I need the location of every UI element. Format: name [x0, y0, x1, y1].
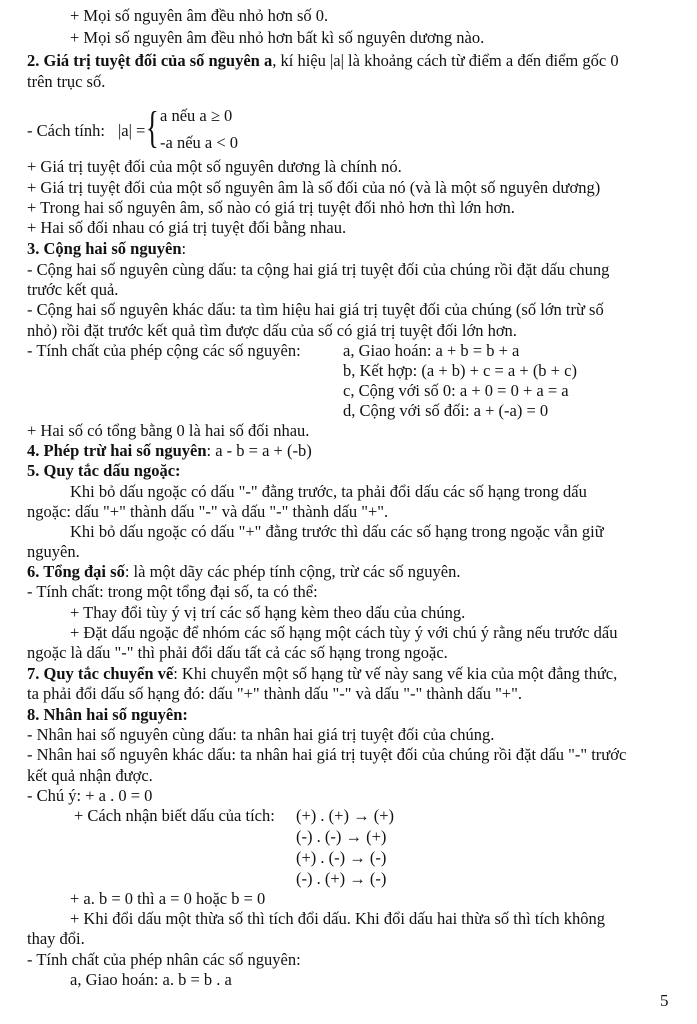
text-line: + Cách nhận biết dấu của tích: [74, 806, 275, 825]
formula-case: a nếu a ≥ 0 [160, 106, 233, 125]
section-4-title: 4. Phép trừ hai số nguyên: a - b = a + (-b) [27, 441, 312, 460]
sign-rule: (-) . (-) → (+) [296, 827, 387, 846]
sign-rule: (-) . (+) → (-) [296, 869, 387, 888]
text-line: trên trục số. [27, 72, 106, 91]
text-line: + Giá trị tuyệt đối của một số nguyên dương là chính nó. [27, 157, 402, 176]
abs-formula: |a| = [118, 121, 146, 140]
section-8-heading: 8. Nhân hai số nguyên: [27, 705, 188, 724]
text-line: + Trong hai số nguyên âm, số nào có giá trị tuyệt đối nhỏ hơn thì lớn hơn. [27, 198, 515, 217]
text-line: - Chú ý: + a . 0 = 0 [27, 786, 153, 805]
section-3-title: 3. Cộng hai số nguyên: [27, 239, 187, 258]
property-item: c, Cộng với số 0: a + 0 = 0 + a = a [343, 381, 569, 400]
text-line: + Khi đổi dấu một thừa số thì tích đổi dấu. Khi đổi dấu hai thừa số thì tích không [70, 909, 605, 928]
brace-symbol: { [146, 103, 159, 152]
text-line: thay đổi. [27, 929, 85, 948]
text-line: ngoặc là dấu "-" thì phải đổi dấu tất cả các số hạng trong ngoặc. [27, 643, 448, 662]
text-line: - Nhân hai số nguyên cùng dấu: ta nhân hai giá trị tuyệt đối của chúng. [27, 725, 495, 744]
property-item: b, Kết hợp: (a + b) + c = a + (b + c) [343, 361, 577, 380]
section-2-intro: 2. Giá trị tuyệt đối của số nguyên a, kí hiệu |a| là khoảng cách từ điểm a đến điểm gốc 0 [27, 51, 619, 70]
sign-rule: (+) . (-) → (-) [296, 848, 387, 867]
property-item: a, Giao hoán: a + b = b + a [343, 341, 520, 360]
section-2-heading: 2. Giá trị tuyệt đối của số nguyên a [27, 51, 273, 70]
section-6-heading: 6. Tổng đại số [27, 562, 125, 581]
text-line: kết quả nhận được. [27, 766, 153, 785]
text-line: + Hai số đối nhau có giá trị tuyệt đối bằng nhau. [27, 218, 347, 237]
sign-rule: (+) . (+) → (+) [296, 806, 395, 825]
text-line: - Cộng hai số nguyên khác dấu: ta tìm hiệu hai giá trị tuyệt đối của chúng (số lớn trừ số [27, 300, 604, 319]
page-number: 5 [660, 991, 669, 1010]
text-line: ta phải đổi dấu số hạng đó: dấu "+" thành dấu "-" và dấu "-" thành dấu "+". [27, 684, 522, 703]
text-line: + Giá trị tuyệt đối của một số nguyên âm là số đối của nó (và là một số nguyên dương) [27, 178, 601, 197]
section-3-heading: 3. Cộng hai số nguyên [27, 239, 182, 258]
section-4-heading: 4. Phép trừ hai số nguyên [27, 441, 207, 460]
text-line: + Mọi số nguyên âm đều nhỏ hơn số 0. [70, 6, 329, 25]
text-line: Khi bỏ dấu ngoặc có dấu "-" đằng trước, ta phải đổi dấu các số hạng trong dấu [70, 482, 587, 501]
text-line: - Tính chất của phép nhân các số nguyên: [27, 950, 301, 969]
section-7-heading: 7. Quy tắc chuyển vế [27, 664, 174, 683]
text-line: nguyên. [27, 542, 80, 561]
text-line: + Đặt dấu ngoặc để nhóm các số hạng một cách tùy ý với chú ý rằng nếu trước dấu [70, 623, 618, 642]
section-7-title: 7. Quy tắc chuyển vế: Khi chuyển một số hạng từ vế này sang vế kia của một đẳng thức, [27, 664, 618, 683]
text-line: a, Giao hoán: a. b = b . a [70, 970, 232, 989]
property-item: d, Cộng với số đối: a + (-a) = 0 [343, 401, 549, 420]
text-line: ngoặc: dấu "+" thành dấu "-" và dấu "-" thành dấu "+". [27, 502, 389, 521]
text-line: - Tính chất của phép cộng các số nguyên: [27, 341, 301, 360]
calc-label: - Cách tính: [27, 121, 105, 140]
text-line: - Cộng hai số nguyên cùng dấu: ta cộng hai giá trị tuyệt đối của chúng rồi đặt dấu chung [27, 260, 610, 279]
formula-case: -a nếu a < 0 [160, 133, 239, 152]
text-line: trước kết quả. [27, 280, 119, 299]
text-line: + Mọi số nguyên âm đều nhỏ hơn bất kì số nguyên dương nào. [70, 28, 485, 47]
text-line: nhỏ) rồi đặt trước kết quả tìm được dấu của số có giá trị tuyệt đối lớn hơn. [27, 321, 517, 340]
text-line: + Hai số có tổng bằng 0 là hai số đối nhau. [27, 421, 310, 440]
text-line: + a. b = 0 thì a = 0 hoặc b = 0 [70, 889, 266, 908]
text-line: + Thay đổi tùy ý vị trí các số hạng kèm theo dấu của chúng. [70, 603, 466, 622]
text-line: - Tính chất: trong một tổng đại số, ta có thể: [27, 582, 318, 601]
text-line: Khi bỏ dấu ngoặc có dấu "+" đằng trước thì dấu các số hạng trong ngoặc vẫn giữ [70, 522, 604, 541]
section-5-heading: 5. Quy tắc dấu ngoặc: [27, 461, 181, 480]
text-line: - Nhân hai số nguyên khác dấu: ta nhân hai giá trị tuyệt đối của chúng rồi đặt dấu "-" trước [27, 745, 627, 764]
section-6-title: 6. Tổng đại số: là một dãy các phép tính cộng, trừ các số nguyên. [27, 562, 461, 581]
